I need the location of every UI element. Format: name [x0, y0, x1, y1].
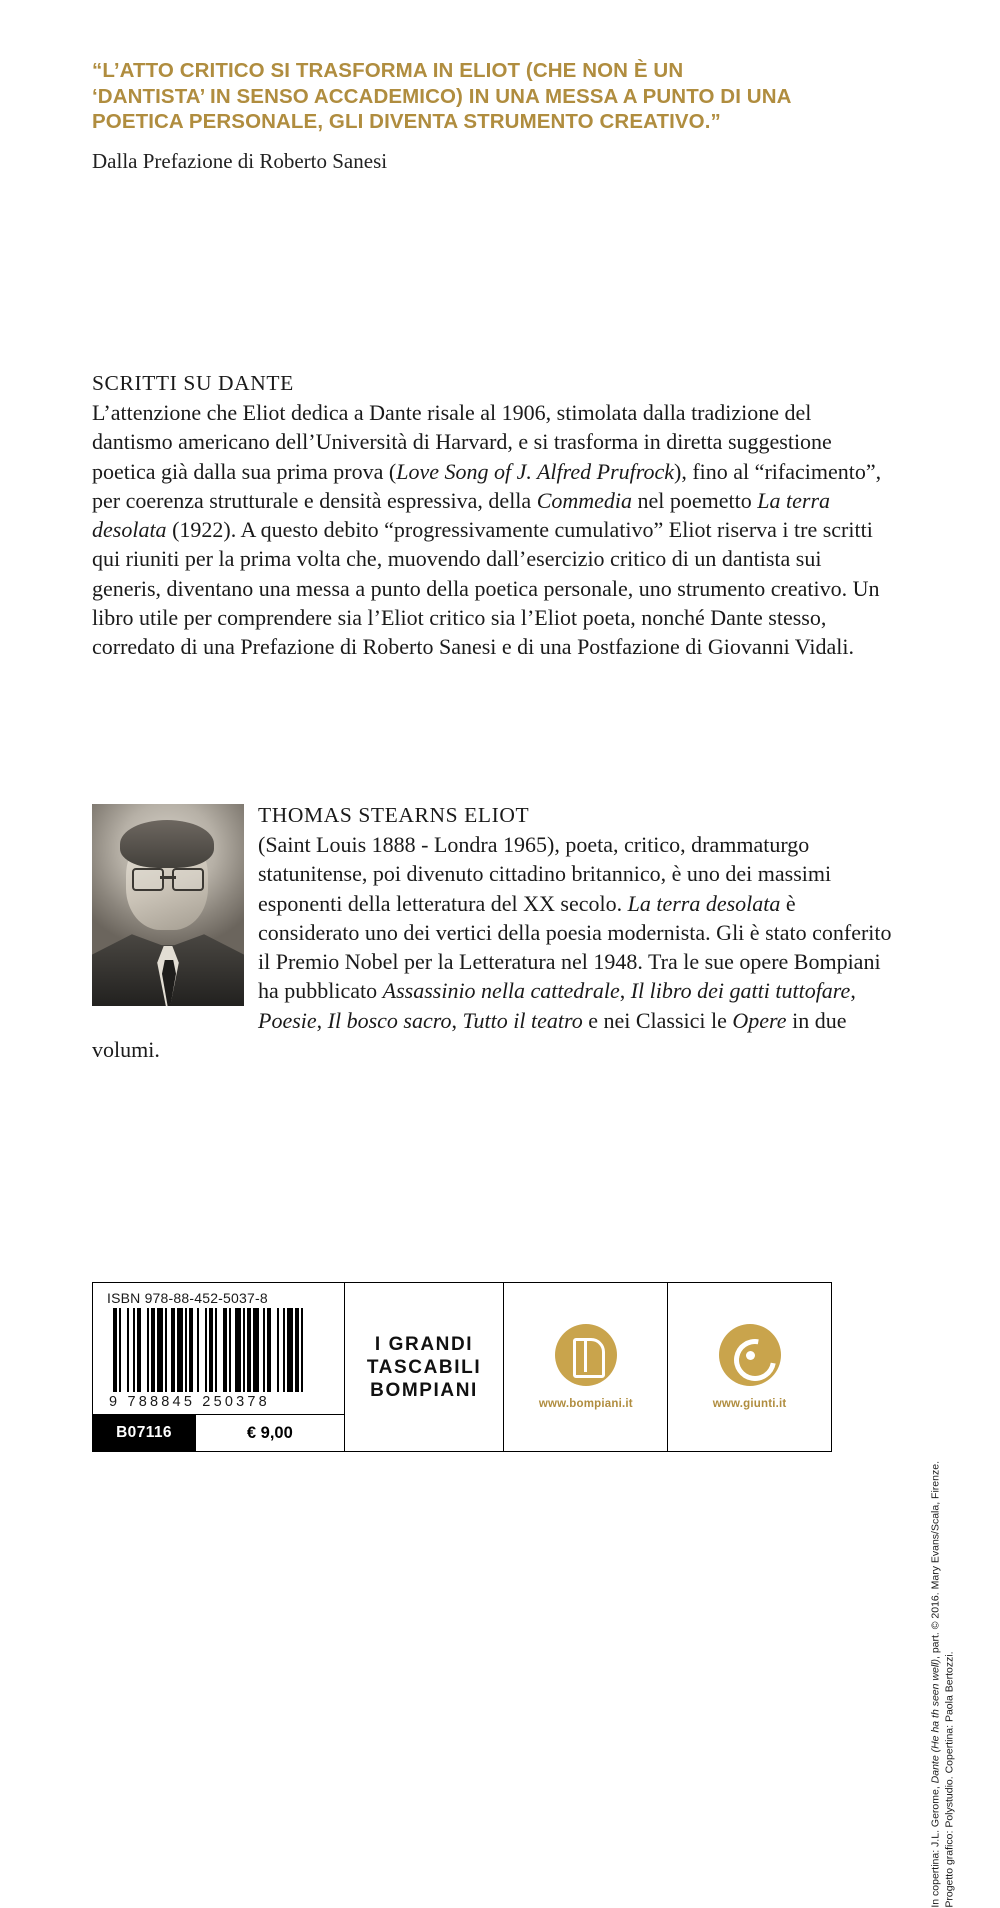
pull-quote-attribution: Dalla Prefazione di Roberto Sanesi — [92, 148, 388, 173]
bio-italic-3: Il libro dei gatti tuttofare — [630, 978, 851, 1004]
credits-italic-1: Dante (He ha th seen well) — [930, 1659, 942, 1784]
bompiani-logo-block[interactable] — [504, 1282, 668, 1452]
bio-italic-2: Assassinio nella cattedrale — [382, 978, 620, 1004]
book-description-text — [92, 368, 882, 662]
credits-part-2: , part. © 2016. Mary Evans/Scala, Firenze. — [930, 1461, 942, 1659]
isbn-label: ISBN 978-88-452-5037-8 — [107, 1290, 268, 1306]
bio-italic-6: Tutto il teatro — [462, 1007, 583, 1033]
bio-part-6: , — [451, 1007, 463, 1033]
bio-italic-4: Poesie — [258, 1007, 317, 1033]
author-bio — [92, 800, 892, 1064]
bompiani-logo-icon — [555, 1324, 617, 1386]
barcode-bars — [113, 1308, 328, 1392]
series-block — [345, 1282, 505, 1452]
pull-quote-block — [92, 58, 792, 175]
series-name — [367, 1333, 481, 1402]
credits-line-1 — [930, 1461, 944, 1908]
bio-part-7: e nei Classici le — [582, 1007, 733, 1033]
blurb-part-2: ), fino al “rifacimento”, per coerenza strutturale e densità espressiva, della — [92, 458, 882, 513]
blurb-italic-1: Love Song of J. Alfred Prufrock — [396, 458, 675, 484]
series-line-1: I GRANDI — [374, 1333, 474, 1355]
bio-part-8: in due volumi. — [92, 1007, 847, 1063]
author-name: THOMAS STEARNS ELIOT — [258, 803, 530, 827]
book-description-title: SCRITTI SU DANTE — [92, 371, 294, 395]
giunti-logo-icon — [719, 1324, 781, 1386]
barcode-bottom-row — [93, 1414, 344, 1451]
price-label: € 9,00 — [195, 1415, 344, 1451]
portrait-hair — [120, 820, 214, 868]
credits-line-2: Progetto grafico: Polystudio. Copertina: Paola Bertozzi. — [943, 1651, 956, 1908]
barcode-digits: 9 788845 250378 — [109, 1394, 270, 1410]
bio-part-4: , — [850, 978, 856, 1004]
blurb-part-1: L’attenzione che Eliot dedica a Dante risale al 1906, stimolata dalla tradizione del dantismo americano dell’Università di Harvard, e si trasforma in diretta suggestione poetica già dalla sua prima prova ( — [92, 400, 832, 484]
bio-part-5: , — [316, 1007, 328, 1033]
giunti-url[interactable]: www.giunti.it — [712, 1398, 787, 1410]
series-line-3: BOMPIANI — [370, 1379, 478, 1401]
product-code: B07116 — [93, 1415, 195, 1451]
blurb-part-4: (1922). A questo debito “progressivamente cumulativo” Eliot riserva i tre scritti qui riuniti per la prima volta che, muovendo dall’esercizio critico di un dantista sui generis, diventano una messa a punto della poetica personale, uno strumento creativo. Un libro utile per comprendere sia l’Eliot critico sia l’Eliot poeta, nonché Dante stesso, corredato di una Prefazione di Roberto Sanesi e di una Postfazione di Giovanni Vidali. — [92, 517, 880, 660]
book-description — [92, 368, 882, 662]
blurb-italic-2: Commedia — [536, 487, 633, 513]
blurb-italic-3: La terra desolata — [92, 487, 831, 543]
footer-strip — [92, 1282, 832, 1452]
glasses-bridge — [160, 876, 176, 879]
pull-quote-text: “L’ATTO CRITICO SI TRASFORMA IN ELIOT (CHE NON È UN ‘DANTISTA’ IN SENSO ACCADEMICO) IN UNA MESSA A PUNTO DI UNA POETICA PERSONALE, GLI DIVENTA STRUMENTO CREATIVO.” — [92, 59, 791, 133]
barcode-block — [92, 1282, 345, 1452]
credits-part-1: In copertina: J.L. Gerome, — [930, 1783, 942, 1908]
cover-credits — [930, 1461, 957, 1908]
bio-part-1: (Saint Louis 1888 - Londra 1965), poeta, critico, drammaturgo statunitense, poi divenuto cittadino britannico, è uno dei massimi esponenti della letteratura del XX secolo. — [258, 832, 832, 916]
bio-italic-7: Opere — [732, 1007, 787, 1033]
series-line-2: TASCABILI — [366, 1356, 482, 1378]
bompiani-url[interactable]: www.bompiani.it — [538, 1398, 633, 1410]
bio-part-2: è considerato uno dei vertici della poesia modernista. Gli è stato conferito il Premio Nobel per la Letteratura nel 1948. Tra le sue opere Bompiani ha pubblicato — [258, 890, 892, 1004]
bio-part-3: , — [619, 978, 631, 1004]
author-portrait-image — [92, 804, 244, 1006]
bio-italic-5: Il bosco sacro — [327, 1007, 452, 1033]
bio-italic-1: La terra desolata — [627, 890, 781, 916]
giunti-logo-block[interactable] — [668, 1282, 832, 1452]
blurb-part-3: nel poemetto — [632, 487, 758, 513]
